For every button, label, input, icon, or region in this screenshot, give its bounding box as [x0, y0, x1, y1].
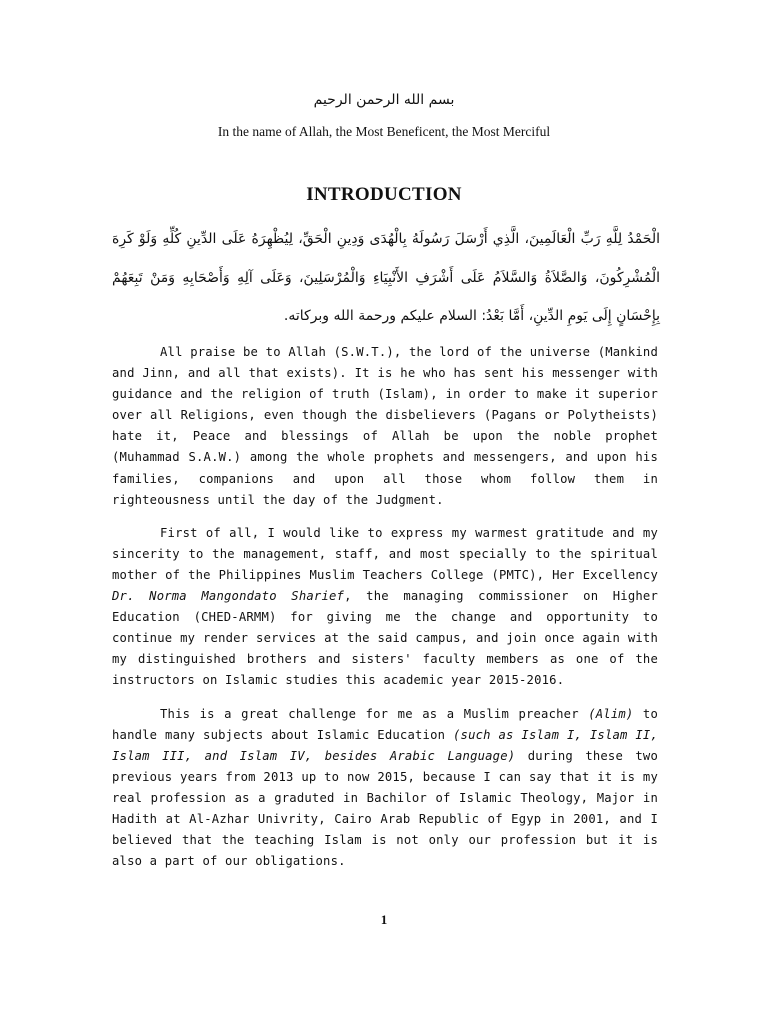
subjects-list: (such as Islam I, Islam II, Islam III, and Islam IV, besides Arabic Language) [112, 727, 659, 763]
paragraph-gratitude-text: First of all, I would like to express my warmest gratitude and my sincerity to the management, staff, and most specially to the spiritual mother of the Philippines Muslim Teachers College (PMTC), Her Excellency [112, 525, 658, 582]
person-name: Dr. Norma Mangondato Sharief [112, 589, 345, 604]
basmala-arabic: بسم الله الرحمن الرحيم [313, 92, 455, 108]
paragraph-challenge [112, 704, 658, 873]
paragraph-challenge-text: This is a great challenge for me as a Muslim preacher [160, 706, 589, 721]
arabic-intro-paragraph: الْحَمْدُ لِلَّهِ رَبِّ الْعَالَمِينَ، الَّذِي أَرْسَلَ رَسُولَهُ بِالْهُدَى وَدِينِ الْحَقِّ، لِيُظْهِرَهُ عَلَى الدِّينِ كُلِّهِ وَلَوْ كَرِهَ الْمُشْرِكُونَ، وَالصَّلاَةُ وَالسَّلاَمُ عَلَى أَشْرَفِ الأَنْبِيَاءِ وَالْمُرْسَلِينَ، وَعَلَى آلِهِ وَأَصْحَابِهِ وَمَنْ تَبِعَهُمْ بِإِحْسَانٍ إِلَى يَومِ الدِّينِ، أَمَّا بَعْدُ: السلام عليكم ورحمة الله وبركاته. [112, 231, 660, 324]
basmala-english: In the name of Allah, the Most Beneficent, the Most Merciful [217, 124, 551, 139]
alim-term: (Alim) [588, 706, 634, 721]
paragraph-challenge-text-middle: to handle many subjects about Islamic Education [112, 706, 658, 742]
paragraph-gratitude-text-end: , the managing commissioner on Higher Education (CHED-ARMM) for giving me the change and opportunity to continue my render services at the said campus, and join once again with my distinguished brothers and sisters' faculty members as one of the instructors on Islamic studies this academic year 2015-2016. [112, 589, 658, 688]
body-text [112, 342, 658, 884]
page-title: INTRODUCTION [306, 184, 462, 205]
paragraph-gratitude [112, 523, 658, 692]
paragraph-praise: All praise be to Allah (S.W.T.), the lord of the universe (Mankind and Jinn, and all that exists). It is he who has sent his messenger with guidance and the religion of truth (Islam), in order to make it superior over all Religions, even though the disbelievers (Pagans or Polytheists) hate it, Peace and blessings of Allah be upon the noble prophet (Muhammad S.A.W.) among the whole prophets and messengers, and upon his families, companions and upon all those whom follow them in righteousness until the day of the Judgment. [112, 345, 658, 507]
paragraph-challenge-text-end: during these two previous years from 2013 up to now 2015, because I can say that it is my real profession as a graduted in Bachilor of Islamic Theology, Major in Hadith at Al-Azhar Univrity, Cairo Arab Republic of Egyp in 2001, and I believed that the teaching Islam is not only our profession but it is also a part of our obligations. [112, 748, 659, 869]
page-number: 1 [380, 912, 388, 927]
